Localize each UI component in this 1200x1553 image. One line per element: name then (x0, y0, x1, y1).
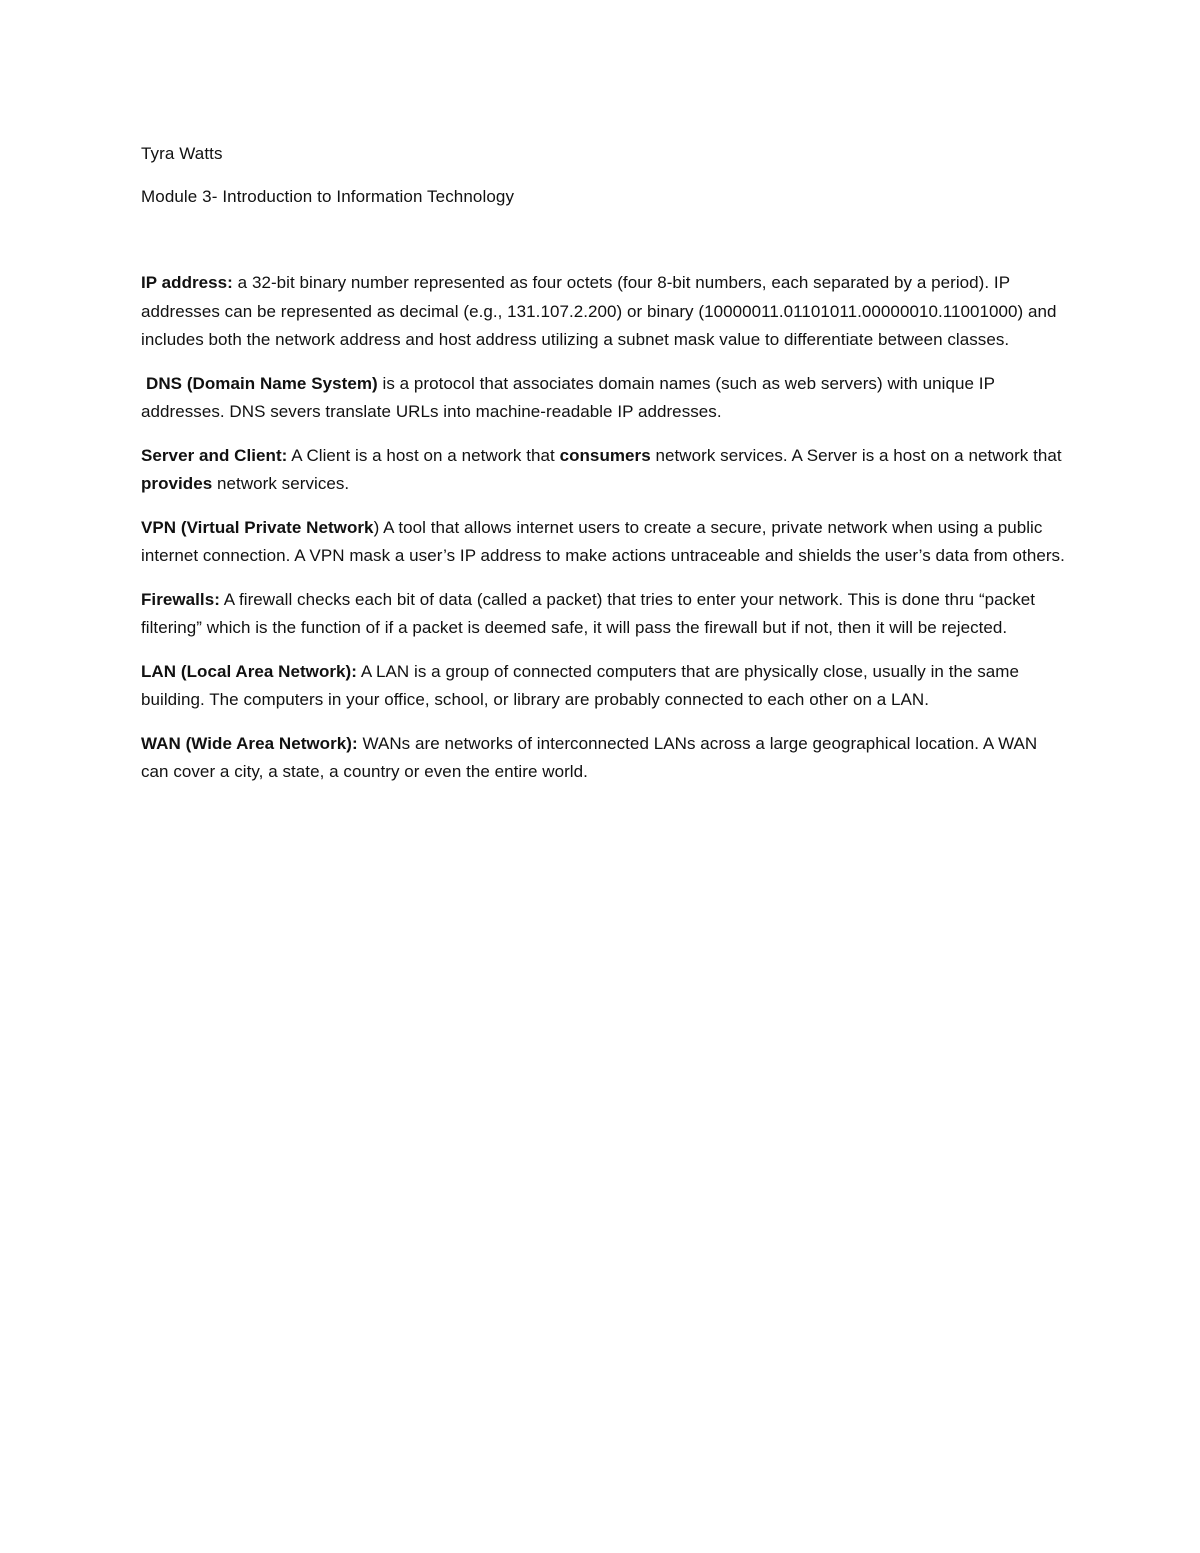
definition-dns (141, 370, 1066, 427)
emphasis-provides: provides (141, 474, 213, 493)
definition-term: VPN (Virtual Private Network (141, 517, 374, 537)
definition-term: LAN (Local Area Network): (141, 661, 357, 681)
definition-text: network services. (212, 474, 350, 493)
definition-term: DNS (Domain Name System) (146, 373, 378, 393)
definition-term: Server and Client: (141, 445, 288, 465)
definition-lan (141, 658, 1066, 715)
document-page (141, 140, 1066, 802)
definition-wan (141, 730, 1066, 787)
definitions-list (141, 269, 1066, 787)
definition-text: WANs are networks of interconnected LANs across a large geographical location. A WAN can cover a city, a state, a country or even the entire world. (141, 733, 1038, 781)
emphasis-consumers: consumers (559, 445, 651, 465)
definition-term: WAN (Wide Area Network): (141, 733, 358, 753)
author-name: Tyra Watts (141, 144, 223, 163)
definition-text: a 32-bit binary number represented as four octets (four 8-bit numbers, each separated by a period). IP addresses can be represented as decimal (e.g., 131.107.2.200) or binary (10000011.01101011.00000010.11001000) and includes both the network address and host address utilizing a subnet mask value to differentiate between classes. (141, 273, 1057, 349)
definition-text: A Client is a host on a network that (287, 445, 560, 465)
definition-text: network services. A Server is a host on a network that (650, 445, 1062, 465)
definition-vpn (141, 514, 1066, 571)
definition-text: is a protocol that associates domain names (such as web servers) with unique IP addresses. DNS severs translate URLs into machine-readable IP addresses. (141, 373, 995, 421)
definition-text: A LAN is a group of connected computers that are physically close, usually in the same building. The computers in your office, school, or library are probably connected to each other on a LAN. (141, 661, 1020, 709)
course-title: Module 3- Introduction to Information Technology (141, 187, 515, 206)
definition-ip-address (141, 269, 1066, 355)
definition-term: IP address: (141, 273, 233, 292)
definition-term: Firewalls: (141, 589, 220, 609)
definition-text: A firewall checks each bit of data (called a packet) that tries to enter your network. This is done thru “packet filtering” which is the function of if a packet is deemed safe, it will pass the firewall but if not, then it will be rejected. (141, 589, 1036, 637)
definition-text: ) A tool that allows internet users to create a secure, private network when using a public internet connection. A VPN mask a user’s IP address to make actions untraceable and shields the user’s data from others. (141, 517, 1065, 565)
definition-firewalls (141, 586, 1066, 643)
definition-server-client (141, 442, 1066, 499)
